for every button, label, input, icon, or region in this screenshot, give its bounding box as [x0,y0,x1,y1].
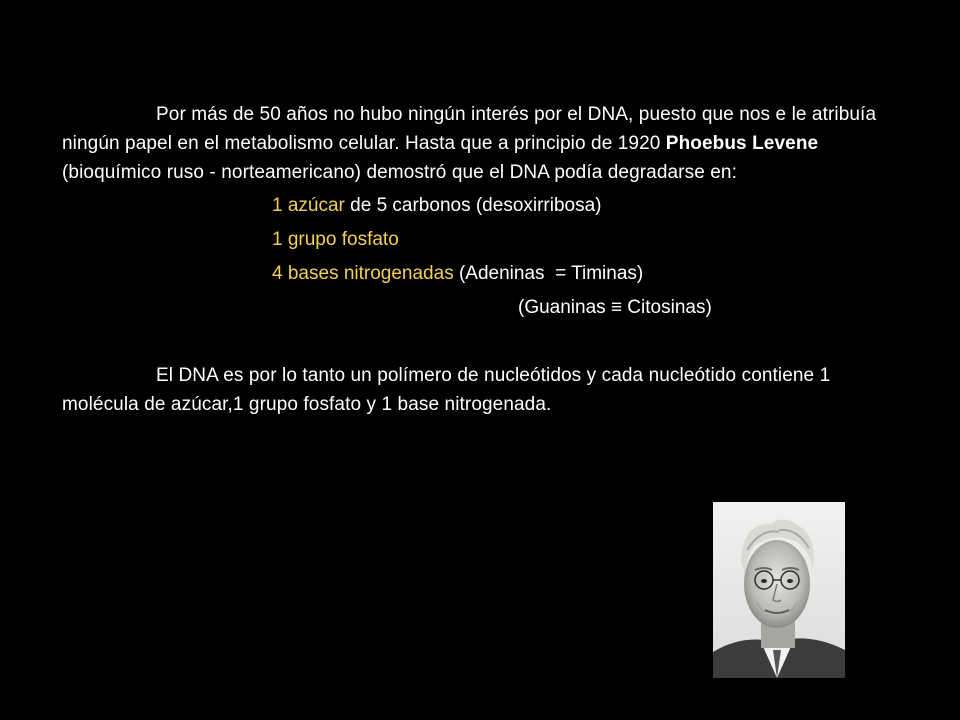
intro-text-end: (bioquímico ruso - norteamericano) demostró que el DNA podía degradarse en: [62,162,737,183]
component-sugar [62,189,912,223]
component-phosphate-highlight: 1 grupo fosfato [272,229,399,250]
conclusion-paragraph: El DNA es por lo tanto un polímero de nucleótidos y cada nucleótido contiene 1 molécula de azúcar,1 grupo fosfato y 1 base nitrogenada. [62,365,831,415]
component-bases [62,257,912,291]
component-bases-detail: (Adeninas = Timinas) [453,263,644,284]
intro-paragraph [62,100,912,187]
component-phosphate [62,223,912,257]
pairing-line: (Guaninas ≡ Citosinas) [518,297,712,318]
slide-text [62,100,912,419]
portrait-illustration [713,502,845,678]
spacer [62,325,912,361]
portrait-photo [713,502,845,678]
component-bases-highlight: 4 bases nitrogenadas [272,263,454,284]
scientist-name: Phoebus Levene [665,133,819,154]
component-sugar-detail: de 5 carbonos (desoxirribosa) [344,195,602,216]
intro-text-start: Por más de 50 años no hubo ningún interés por el DNA, puesto que nos e le atribuía ningún papel en el metabolismo celular. Hasta que a principio de 1920 [62,104,877,154]
component-sugar-highlight: 1 azúcar [272,195,345,216]
